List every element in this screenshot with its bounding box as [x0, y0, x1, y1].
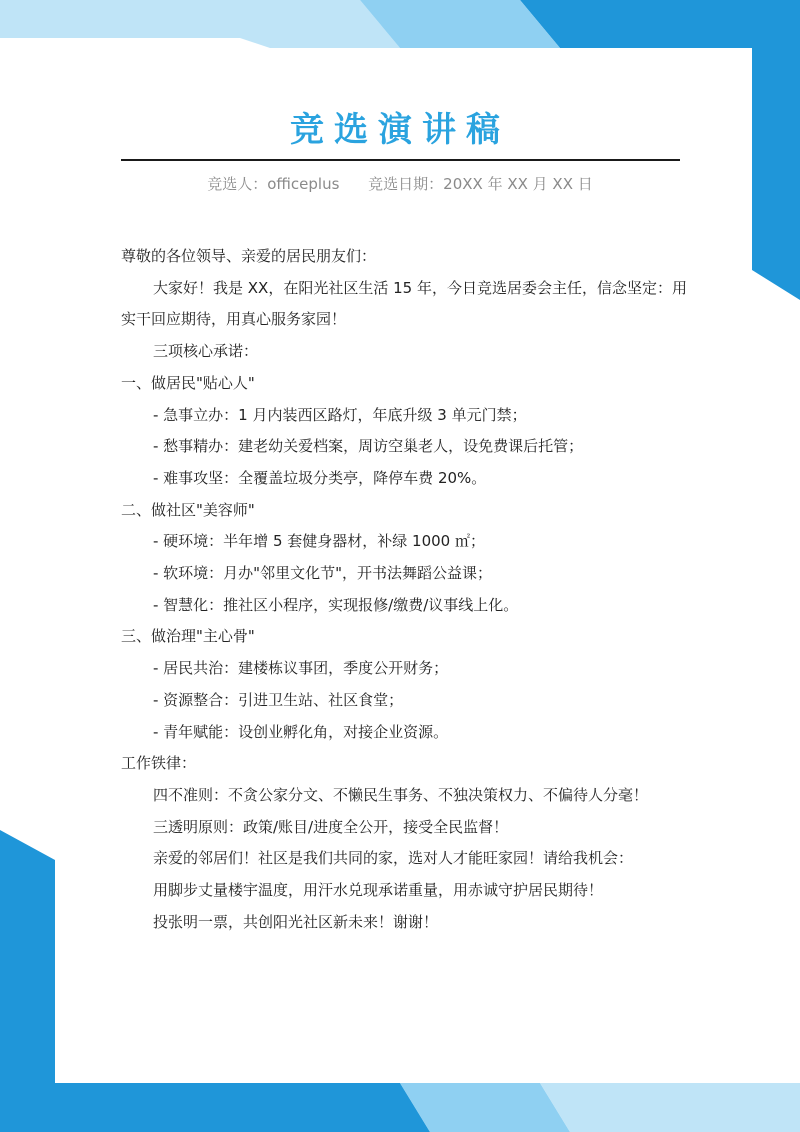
list-item: - 资源整合：引进卫生站、社区食堂； [153, 690, 404, 709]
list-item: - 软环境：月办"邻里文化节"，开书法舞蹈公益课； [153, 564, 492, 583]
section-1-heading: 一、做居民"贴心人" [121, 373, 255, 392]
rules-title: 工作铁律： [121, 754, 197, 773]
title-divider [121, 159, 680, 161]
section-2-heading: 二、做社区"美容师" [121, 500, 255, 519]
list-item: - 难事攻坚：全覆盖垃圾分类亭，降停车费 20%。 [153, 468, 487, 487]
candidate-meta [0, 172, 800, 196]
candidate-name: 竞选人：officeplus [207, 175, 340, 193]
section-3-heading: 三、做治理"主心骨" [121, 627, 255, 646]
page-title: 竞选演讲稿 [290, 110, 510, 150]
closing-line: 亲爱的邻居们！社区是我们共同的家，选对人才能旺家园！请给我机会： [153, 849, 634, 868]
election-date: 竞选日期：20XX 年 XX 月 XX 日 [368, 175, 593, 193]
speech-body [121, 241, 691, 938]
rule-item: 三透明原则：政策/账目/进度全公开，接受全民监督！ [153, 817, 509, 836]
list-item: - 急事立办：1 月内装西区路灯，年底升级 3 单元门禁； [153, 405, 527, 424]
list-item: - 硬环境：半年增 5 套健身器材，补绿 1000 ㎡； [153, 532, 485, 551]
closing-line: 投张明一票，共创阳光社区新未来！谢谢！ [153, 912, 439, 931]
closing-line: 用脚步丈量楼宇温度，用汗水兑现承诺重量，用赤诚守护居民期待！ [153, 881, 604, 900]
rule-item: 四不准则：不贪公家分文、不懒民生事务、不独决策权力、不偏待人分毫！ [153, 785, 649, 804]
list-item: - 居民共治：建楼栋议事团，季度公开财务； [153, 659, 449, 678]
intro-paragraph: 大家好！我是 XX，在阳光社区生活 15 年，今日竞选居委会主任，信念坚定：用实干回应期待，用真心服务家园！ [121, 278, 687, 329]
list-item: - 智慧化：推社区小程序，实现报修/缴费/议事线上化。 [153, 595, 519, 614]
salutation: 尊敬的各位领导、亲爱的居民朋友们： [121, 247, 377, 265]
list-item: - 愁事精办：建老幼关爱档案，周访空巢老人，设免费课后托管； [153, 437, 584, 456]
promises-title: 三项核心承诺： [153, 342, 259, 361]
list-item: - 青年赋能：设创业孵化角，对接企业资源。 [153, 722, 449, 741]
